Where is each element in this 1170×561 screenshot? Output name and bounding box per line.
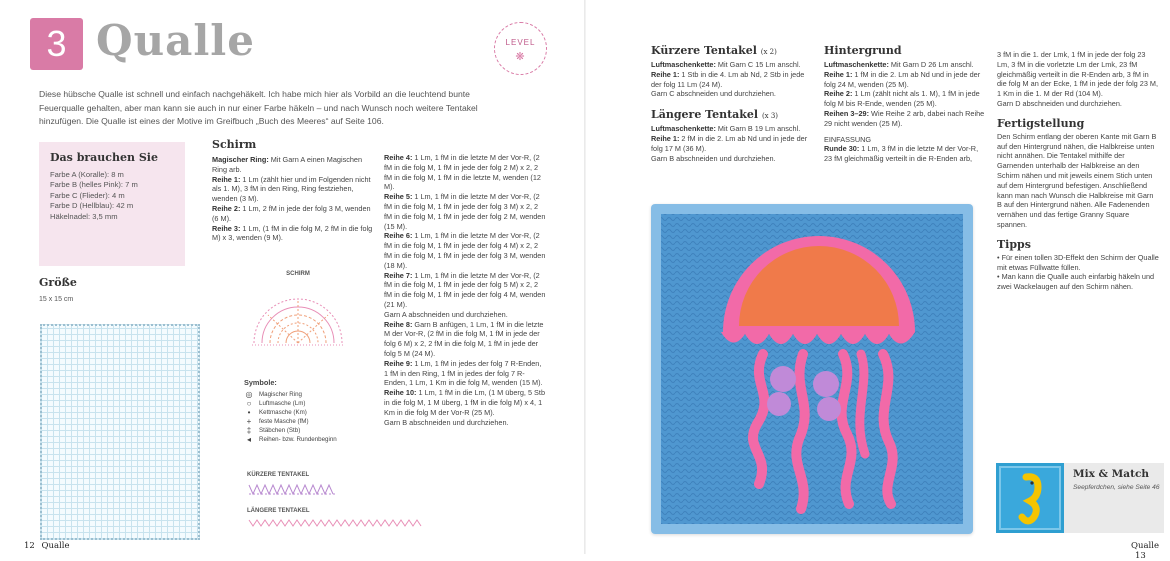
schirm-instructions-2 (384, 153, 546, 427)
instruction-text: 1 fM in die 2. Lm ab Nd und in jede der folg 24 M, wenden (25 M). (824, 69, 981, 89)
size-value: 15 x 15 cm (39, 296, 74, 303)
instruction-text: 1 Lm, 1 fM in die letzte M der Vor-R, (2 fM in die folg M, 1 fM in jede der folg 3 M) x 2, 2 fM in die folg M, 1 fM in jede der folg 2 M, wenden (15 M). (384, 192, 546, 231)
instruction-line (384, 231, 546, 270)
instruction-label: Reihe 6: (384, 231, 413, 241)
pattern-title: Qualle (96, 16, 255, 65)
magic-ring-icon: ◎ (245, 389, 253, 399)
instruction-line (384, 418, 546, 428)
single-crochet-icon: + (246, 416, 252, 426)
schirm-diagram-label: SCHIRM (286, 271, 310, 277)
paw-icon: ❋ (515, 51, 526, 63)
chain-stitch-icon: ○ (246, 398, 252, 408)
materials-title: Das brauchen Sie (50, 151, 158, 164)
instruction-line (824, 70, 988, 90)
slip-stitch-icon: • (247, 407, 251, 417)
symbol-row (244, 417, 374, 426)
symbol-label: feste Masche (fM) (259, 417, 309, 425)
row-start-icon: ◂ (246, 434, 251, 444)
instruction-text: Garn B abschneiden und durchziehen. (651, 153, 776, 163)
level-badge (494, 22, 547, 75)
long-tentacle-chart (247, 518, 427, 528)
intro-text: Diese hübsche Qualle ist schnell und einfach nachgehäkelt. Ich habe mich hier als Vorbild an die leuchtend bunte Feuerqualle gehalten, aber man kann sie auch in nur einer Farbe häkeln – und nach Wunsch noch weitere Tentakel hinzufügen. Die Qualle ist eines der Motive im Greifbuch „Buch des Meeres“ auf Seite 106. (39, 89, 478, 126)
instruction-text: Mit Garn C 15 Lm anschl. (715, 60, 801, 69)
mix-match-box[interactable] (996, 463, 1164, 533)
instruction-text: 1 Lm, 2 fM in jede der folg 3 M, wenden (6 M). (212, 203, 371, 223)
symbol-row (244, 408, 374, 417)
instruction-label: Reihe 2: (212, 203, 241, 213)
instruction-label: Reihe 1: (824, 69, 853, 79)
instruction-line (824, 89, 988, 109)
instruction-label: Reihe 8: (384, 319, 413, 329)
symbols-legend (244, 378, 374, 444)
seahorse-thumbnail (996, 463, 1064, 533)
instruction-label: Magischer Ring: (212, 155, 269, 164)
left-footer (24, 541, 70, 551)
finishing-title: Fertigstellung (997, 116, 1085, 130)
instruction-text: Wie Reihe 2 arb, dabei nach Reihe 29 nicht wenden (25 M). (824, 108, 985, 128)
border-continued: 3 fM in die 1. der Lmk, 1 fM in jede der folg 23 Lm, 3 fM in die vorletzte Lm der Lmk, 23 fM gleichmäßig verteilt in die R-Enden arb, 3 fM in die folg M an der Ecke, 1 fM in jede der folg 23 M, 1 Km in die 1. M der Rd (104 M). (997, 50, 1159, 99)
instruction-text: 1 Lm (zählt nicht als 1. M), 1 fM in jede folg M bis R-Ende, wenden (25 M). (824, 89, 980, 109)
background-grid-diagram (40, 324, 200, 540)
instruction-text: 1 Lm, 1 fM in die Lm, (1 M überg, 5 Stb in die folg M, 1 M überg, 1 fM in die folg M) x 4, 1 Km in die folg M der Vor-R (25 M). (384, 388, 546, 417)
instruction-line (651, 154, 811, 164)
round-30-line: Runde 30: 1 Lm, 3 fM in die letzte M der Vor-R, 23 fM gleichmäßig verteilt in die R-Enden arb, (824, 144, 979, 164)
symbol-row (244, 390, 374, 399)
seahorse-icon (996, 463, 1064, 533)
materials-item: Farbe C (Flieder): 4 m (50, 190, 125, 200)
materials-item: Farbe B (helles Pink): 7 m (50, 180, 138, 190)
instruction-label: Reihe 1: (651, 133, 680, 143)
instruction-label: Reihe 10: (384, 388, 417, 398)
instruction-label: Reihe 2: (824, 89, 853, 99)
tips-title: Tipps (997, 237, 1031, 251)
symbol-label: Reihen- bzw. Rundenbeginn (259, 435, 337, 443)
left-footer-title: Qualle (41, 541, 70, 551)
double-crochet-icon: ‡ (246, 425, 252, 435)
instruction-line (384, 320, 546, 359)
schirm-title: Schirm (212, 138, 257, 151)
symbol-label: Magischer Ring (259, 390, 302, 398)
long-tentacle-instructions (651, 124, 811, 163)
pattern-number-badge: 3 (30, 18, 83, 70)
border-cut-yarn: Garn D abschneiden und durchziehen. (997, 98, 1122, 108)
instruction-label: Luftmaschenkette: (651, 124, 716, 134)
instruction-line (384, 192, 546, 231)
instruction-text: 1 Lm, 1 fM in die letzte M der Vor-R, (2 fM in die folg M, 1 fM in jede der folg 4 M) x 2, 2 fM in die folg M, 1 fM in jede der folg 3 M, wenden (18 M). (384, 231, 546, 270)
instruction-line (651, 60, 811, 70)
right-page-number: 13 (1135, 551, 1146, 561)
mix-match-link[interactable]: Seepferdchen, siehe Seite 46 (1073, 484, 1160, 491)
instruction-text: 1 Lm, 1 fM in die letzte M der Vor-R, (2 fM in die folg M, 1 fM in jede der folg 2 M) x 2, 2 fM in die folg M, 1 fM in die letzte M, wenden (12 M). (384, 153, 541, 192)
instruction-text: 1 Lm, 1 fM in jedes der folg 7 R-Enden, 1 fM in den Ring, 1 fM in jedes der folg 7 R-Enden, 1 Lm, 1 Km in die folg M, wenden (15 M). (384, 358, 543, 388)
instruction-text: Mit Garn A einen Magischen Ring arb. (212, 155, 363, 174)
instruction-text: 2 fM in die 2. Lm ab Nd und in jede der folg 17 M (36 M). (651, 133, 808, 153)
symbol-row (244, 426, 374, 435)
jellyfish-square-photo (651, 204, 973, 534)
instruction-label: Reihe 1: (212, 174, 241, 184)
tip-item: • Für einen tollen 3D-Effekt den Schirm der Qualle mit etwas Füllwatte füllen. (997, 252, 1159, 272)
instruction-line (384, 359, 546, 388)
instruction-label: Reihe 1: (651, 69, 680, 79)
instruction-text: 1 Lm (zählt hier und im Folgenden nicht als 1. M), 3 fM in den Ring, Ring festziehen, wenden (3 M). (212, 174, 371, 204)
symbol-row (244, 435, 374, 444)
instruction-line (384, 271, 546, 310)
instruction-line (384, 310, 546, 320)
instruction-label: Reihe 7: (384, 270, 413, 280)
short-tentacle-label: KÜRZERE TENTAKEL (247, 472, 310, 478)
symbols-title: Symbole: (244, 378, 277, 387)
instruction-line (651, 134, 811, 154)
tip-item: • Man kann die Qualle auch einfarbig häkeln und zwei Wackelaugen auf den Schirm nähen. (997, 272, 1155, 292)
instruction-line (824, 109, 988, 129)
materials-item: Farbe D (Hellblau): 42 m (50, 201, 134, 211)
instruction-line (384, 153, 546, 192)
short-tentacle-title: Kürzere Tentakel (x 2) (651, 44, 777, 57)
short-tentacle-chart (247, 482, 337, 496)
instruction-label: Luftmaschenkette: (824, 60, 889, 69)
instruction-text: Mit Garn D 26 Lm anschl. (888, 60, 974, 69)
symbol-row (244, 399, 374, 408)
page-gutter (584, 0, 586, 554)
instruction-text: Mit Garn B 19 Lm anschl. (715, 124, 801, 134)
long-tentacle-title: Längere Tentakel (x 3) (651, 108, 779, 122)
instruction-text: Garn B abschneiden und durchziehen. (384, 417, 509, 427)
instruction-text: 1 Lm, 1 fM in die letzte M der Vor-R, (2 fM in die folg M, 1 fM in jede der folg 5 M) x 2, 2 fM in die folg M, 1 fM in jede der folg 4 M, wenden (21 M). (384, 270, 546, 309)
materials-box (39, 142, 185, 266)
instruction-text: Garn C abschneiden und durchziehen. (651, 89, 776, 99)
instruction-line (212, 224, 374, 244)
instruction-line (384, 388, 546, 417)
background-title: Hintergrund (824, 44, 902, 57)
level-label: LEVEL (505, 38, 536, 47)
instruction-line (651, 70, 811, 90)
symbol-label: Kettmasche (Km) (259, 408, 307, 416)
finishing-text: Den Schirm entlang der oberen Kante mit Garn B auf den Hintergrund nähen, die Halbkreise unten nicht annähen. Die Tentakel mithilfe der Garnenden unterhalb der Halbkreise an den Schirm nähen und mit jeweils einem Stich unten auf dem Hintergrund befestigen. Anschließend kann man nach Wunsch die Halbkreise mit Garn B auf den Hintergrund nähen. Alle Fadenenden vernähen und das fertige Granny Square spannen. (997, 131, 1157, 229)
left-page-number: 12 (24, 541, 35, 551)
instruction-line (824, 60, 988, 70)
instruction-line (651, 89, 811, 99)
short-tentacle-instructions (651, 60, 811, 99)
instruction-label: Reihe 5: (384, 192, 413, 202)
instruction-label: Luftmaschenkette: (651, 60, 716, 69)
instruction-line (212, 204, 374, 224)
instruction-line (212, 155, 374, 175)
instruction-label: Reihe 3: (212, 223, 241, 233)
instruction-text: 1 Lm, (1 fM in die folg M, 2 fM in die folg M) x 3, wenden (9 M). (212, 223, 373, 243)
symbol-label: Stäbchen (Stb) (259, 426, 301, 434)
mix-match-title: Mix & Match (1073, 468, 1149, 480)
background-instructions (824, 60, 988, 129)
instruction-text: Garn B anfügen, 1 Lm, 1 fM in die letzte M der Vor-R, (2 fM in die folg M, 1 fM in jede der folg 6 M) x 2, 2 fM in die folg M, 1 fM in jede der folg 5 M (24 M). (384, 319, 544, 358)
materials-item: Häkelnadel: 3,5 mm (50, 211, 118, 221)
instruction-line (651, 124, 811, 134)
jellyfish-square-illustration (651, 204, 973, 534)
instruction-text: Garn A abschneiden und durchziehen. (384, 309, 508, 319)
instruction-label: Reihe 9: (384, 358, 413, 368)
instruction-line (212, 175, 374, 204)
instruction-label: Reihe 4: (384, 153, 413, 162)
materials-item: Farbe A (Koralle): 8 m (50, 170, 124, 179)
schirm-instructions-1 (212, 155, 374, 243)
instruction-label: Reihen 3–29: (824, 108, 870, 118)
symbol-label: Luftmasche (Lm) (259, 399, 306, 407)
right-footer-title: Qualle (1131, 541, 1159, 551)
border-label: EINFASSUNG (824, 134, 872, 144)
right-footer (1131, 541, 1170, 561)
size-title: Größe (39, 276, 77, 289)
schirm-diagram (248, 271, 348, 356)
schirm-chart-icon (248, 279, 348, 351)
instruction-text: 1 Stb in die 4. Lm ab Nd, 2 Stb in jede der folg 11 Lm (24 M). (651, 69, 805, 89)
long-tentacle-label: LÄNGERE TENTAKEL (247, 508, 310, 514)
